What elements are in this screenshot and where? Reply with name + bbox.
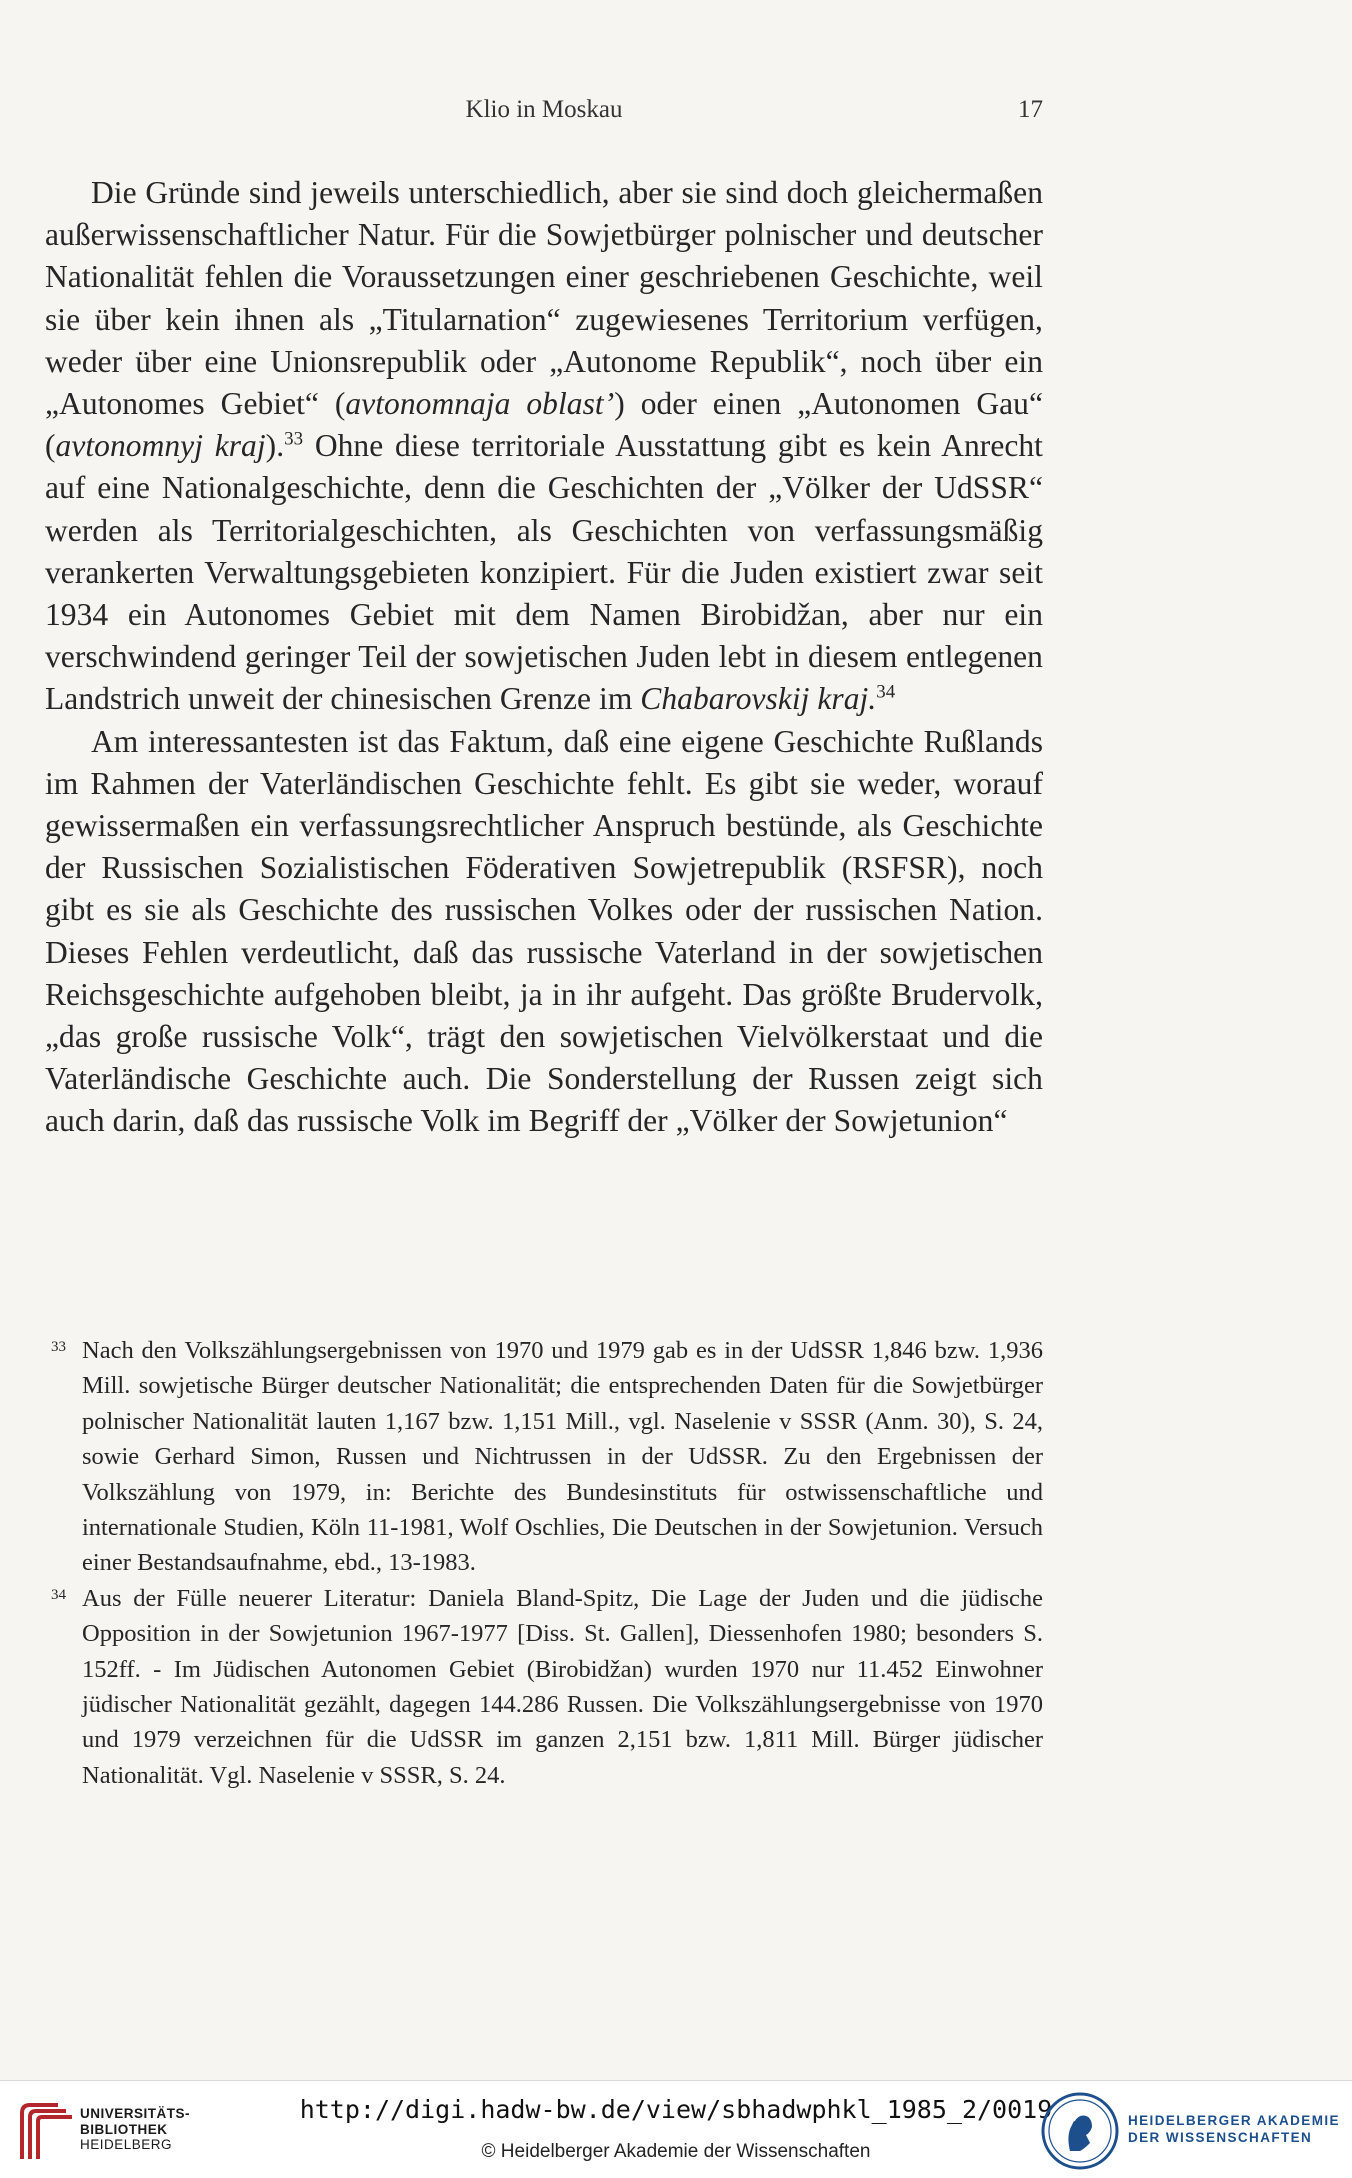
paragraph-1 xyxy=(45,172,1043,721)
body-text xyxy=(45,172,1043,1143)
library-name: UNIVERSITÄTS- BIBLIOTHEK HEIDELBERG xyxy=(80,2106,191,2152)
text-run: Die Gründe sind jeweils unterschiedlich, aber sie sind doch gleichermaßen außerwissenschaftlicher Natur. Für die Sowjetbürger polnischer und deutscher Nationalität fehlen die Voraussetzungen einer geschriebenen Geschichte, weil sie über kein ihnen als „Titularnation“ zugewiesenes Territorium verfügen, weder über eine Unionsrepublik oder „Autonome Republik“, noch über ein „Autonomes Gebiet“ ( xyxy=(45,175,1043,422)
footnote-ref-34[interactable]: 34 xyxy=(876,681,896,703)
paragraph-2: Am interessantesten ist das Faktum, daß eine eigene Geschichte Rußlands im Rahmen der Vaterländischen Geschichte fehlt. Es gibt sie weder, worauf gewissermaßen ein verfassungsrechtlicher Anspruch bestünde, als Geschichte der Russischen Sozialistischen Föderativen Sowjetrepublik (RSFSR), noch gibt es sie als Geschichte des russischen Volkes oder der russischen Nation. Dieses Fehlen verdeutlicht, daß das russische Vaterland in der sowjetischen Reichsgeschichte aufgehoben bleibt, ja in ihr aufgeht. Das größte Brudervolk, „das große russische Volk“, trägt den sowjetischen Vielvölkerstaat und die Vaterländische Geschichte auch. Die Sonderstellung der Russen zeigt sich auch darin, daß das russische Volk im Begriff der „Völker der Sowjetunion“ xyxy=(45,723,1043,1139)
footer-banner xyxy=(0,2080,1352,2178)
footnotes xyxy=(45,1333,1043,1793)
italic-term: avtonomnyj kraj xyxy=(55,428,266,464)
running-title: Klio in Moskau xyxy=(465,96,623,123)
academy-seal-icon[interactable] xyxy=(1040,2091,1120,2171)
italic-term: avtonomnaja oblast’ xyxy=(345,386,615,422)
copyright-notice: © Heidelberger Akademie der Wissenschaften xyxy=(481,2141,871,2162)
footnote-text: Nach den Volkszählungsergebnissen von 1970 und 1979 gab es in der UdSSR 1,846 bzw. 1,936 Mill. sowjetische Bürger deutscher Nationalität; die entsprechenden Daten für die Sowjetbürger polnischer Nationalität lauten 1,167 bzw. 1,151 Mill., vgl. Naselenie v SSSR (Anm. 30), S. 24, sowie Gerhard Simon, Russen und Nichtrussen in der UdSSR. Zu den Ergebnissen der Volkszählung von 1979, in: Berichte des Bundesinstituts für ostwissenschaftliche und internationale Studien, Köln 11-1981, Wolf Oschlies, Die Deutschen in der Sowjetunion. Versuch einer Bestandsaufnahme, ebd., 13-1983. xyxy=(82,1337,1043,1577)
footnote-text: Aus der Fülle neuerer Literatur: Daniela Bland-Spitz, Die Lage der Juden und die jüdische Opposition in der Sowjetunion 1967-1977 [Diss. St. Gallen], Diessenhofen 1980; besonders S. 152ff. - Im Jüdischen Autonomen Gebiet (Birobidžan) wurden 1970 nur 11.452 Einwohner jüdischer Nationalität gezählt, dagegen 144.286 Russen. Die Volkszählungsergebnisse von 1970 und 1979 verzeichnen für die UdSSR im ganzen 2,151 bzw. 1,811 Mill. Bürger jüdischer Nationalität. Vgl. Naselenie v SSSR, S. 24. xyxy=(82,1584,1043,1789)
footnote-34 xyxy=(45,1581,1043,1793)
footnote-number: 33 xyxy=(51,1339,66,1355)
text-run: Ohne diese territoriale Ausstattung gibt es kein Anrecht auf eine Nationalgeschichte, denn die Geschichten der „Völker der UdSSR“ werden als Territorialgeschichten, als Geschichten von verfassungsmäßig verankerten Verwaltungsgebieten konzipiert. Für die Juden existiert zwar seit 1934 ein Autonomes Gebiet mit dem Namen Birobidžan, aber nur ein verschwindend geringer Teil der sowjetischen Juden lebt in diesem entlegenen Landstrich unweit der chinesischen Grenze im xyxy=(45,428,1043,717)
italic-term: Chabarovskij kraj. xyxy=(640,681,877,717)
text-run: ) oder einen „Autonomen Gau“ ( xyxy=(45,386,1043,464)
footnote-33 xyxy=(45,1333,1043,1581)
footnote-ref-33[interactable]: 33 xyxy=(284,428,304,450)
page-number: 17 xyxy=(1018,96,1043,123)
text-run: ). xyxy=(265,428,285,464)
footnote-number: 34 xyxy=(51,1586,66,1603)
academy-name: HEIDELBERGER AKADEMIE DER WISSENSCHAFTEN xyxy=(1128,2113,1340,2145)
permalink-url[interactable]: http://digi.hadw-bw.de/view/sbhadwphkl_1985_2/0019 xyxy=(299,2095,1053,2124)
